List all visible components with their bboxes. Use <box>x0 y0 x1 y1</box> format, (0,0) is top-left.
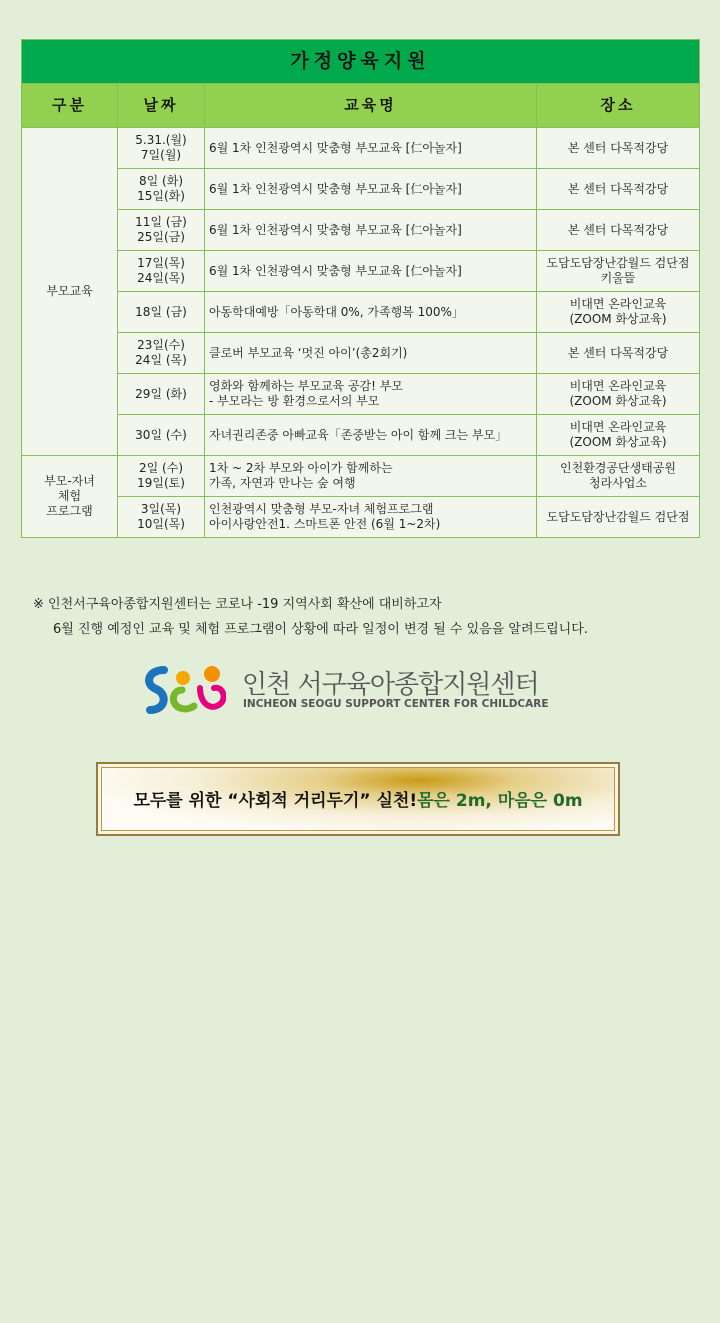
place-cell <box>537 497 700 538</box>
date-line: 11일 (금) <box>135 215 187 229</box>
place-line: 본 센터 다목적강당 <box>567 345 669 360</box>
date-cell <box>118 210 205 251</box>
date-line: 10일(목) <box>137 517 185 531</box>
logo-name-english: INCHEON SEOGU SUPPORT CENTER FOR CHILDCARE <box>243 698 549 710</box>
program-cell <box>205 415 537 456</box>
table-row <box>22 292 700 333</box>
place-cell <box>537 333 700 374</box>
notice-text <box>33 592 703 642</box>
place-line: (ZOOM 화상교육) <box>569 394 667 408</box>
date-line: 25일(금) <box>137 230 185 244</box>
program-line: 1차 ~ 2차 부모와 아이가 함께하는 <box>209 461 393 475</box>
notice-line-1: ※ 인천서구육아종합지원센터는 코로나 -19 지역사회 확산에 대비하고자 <box>33 597 442 612</box>
date-cell <box>118 333 205 374</box>
program-line: 6월 1차 인천광역시 맞춤형 부모교육 [仁아놀자] <box>209 140 462 155</box>
program-cell <box>205 251 537 292</box>
banner-text <box>98 786 618 811</box>
place-line: 비대면 온라인교육 <box>569 379 667 393</box>
category-label: 부모-자녀 <box>44 474 95 488</box>
date-cell <box>118 497 205 538</box>
program-line: 6월 1차 인천광역시 맞춤형 부모교육 [仁아놀자] <box>209 181 462 196</box>
header-category: 구분 <box>22 84 118 128</box>
banner-text-main: 모두를 위한 “사회적 거리두기” 실천! <box>133 791 418 811</box>
date-line: 24일 (목) <box>135 353 187 367</box>
banner-text-green: 몸은 2m, 마음은 0m <box>417 791 583 811</box>
category-label: 프로그램 <box>46 504 93 518</box>
date-cell <box>118 456 205 497</box>
date-cell <box>118 128 205 169</box>
date-line: 23일(수) <box>137 338 185 352</box>
place-cell <box>537 415 700 456</box>
program-line: 영화와 함께하는 부모교육 공감! 부모 <box>209 379 403 393</box>
place-line: (ZOOM 화상교육) <box>569 312 667 326</box>
place-line: 비대면 온라인교육 <box>569 420 667 434</box>
program-line: 자녀권리존중 아빠교육「존중받는 아이 함께 크는 부모」 <box>209 427 508 442</box>
table-row <box>22 251 700 292</box>
table-title: 가정양육지원 <box>22 40 700 84</box>
date-cell <box>118 251 205 292</box>
table-row <box>22 210 700 251</box>
table-row <box>22 456 700 497</box>
date-line: 30일 (수) <box>135 427 187 442</box>
social-distancing-banner <box>96 762 620 836</box>
program-cell <box>205 128 537 169</box>
header-date: 날짜 <box>118 84 205 128</box>
date-line: 15일(화) <box>137 189 185 203</box>
table-row <box>22 497 700 538</box>
program-line: 인천광역시 맞춤형 부모-자녀 체험프로그램 <box>209 502 434 516</box>
table-row <box>22 374 700 415</box>
program-cell <box>205 210 537 251</box>
program-line: 클로버 부모교육 ‘멋진 아이’(총2회기) <box>209 345 408 360</box>
category-label: 체험 <box>57 489 82 503</box>
program-cell <box>205 374 537 415</box>
table-row <box>22 128 700 169</box>
place-line: (ZOOM 화상교육) <box>569 435 667 449</box>
place-cell <box>537 456 700 497</box>
category-cell-parent-child-program <box>22 456 118 538</box>
logo-name-korean: 인천 서구육아종합지원센터 <box>242 670 539 700</box>
place-line: 본 센터 다목적강당 <box>567 181 669 196</box>
date-line: 18일 (금) <box>135 304 187 319</box>
program-line: 아이사랑안전1. 스마트폰 안전 (6월 1~2차) <box>209 517 441 531</box>
program-cell <box>205 497 537 538</box>
date-line: 24일(목) <box>137 271 185 285</box>
date-cell <box>118 374 205 415</box>
date-line: 8일 (화) <box>139 174 183 188</box>
place-cell <box>537 292 700 333</box>
place-line: 본 센터 다목적강당 <box>567 222 669 237</box>
program-line: 아동학대예방「아동학대 0%, 가족행복 100%」 <box>209 304 464 319</box>
category-label: 부모교육 <box>46 284 93 298</box>
header-program: 교육명 <box>205 84 537 128</box>
table-row <box>22 415 700 456</box>
program-cell <box>205 292 537 333</box>
date-line: 3일(목) <box>140 502 182 516</box>
place-line: 도담도담장난감월드 검단점 <box>546 509 690 524</box>
table-row <box>22 333 700 374</box>
place-cell <box>537 210 700 251</box>
program-line: 6월 1차 인천광역시 맞춤형 부모교육 [仁아놀자] <box>209 263 462 278</box>
table-row <box>22 169 700 210</box>
schedule-table <box>21 39 700 538</box>
program-cell <box>205 456 537 497</box>
category-cell-parent-education <box>22 128 118 456</box>
place-cell <box>537 169 700 210</box>
program-line: 6월 1차 인천광역시 맞춤형 부모교육 [仁아놀자] <box>209 222 462 237</box>
date-cell <box>118 169 205 210</box>
center-logo <box>142 660 549 720</box>
date-line: 2일 (수) <box>139 461 183 475</box>
place-line: 비대면 온라인교육 <box>569 297 667 311</box>
place-line: 청라사업소 <box>589 476 647 490</box>
date-line: 7일(월) <box>140 148 182 162</box>
place-line: 인천환경공단생태공원 <box>560 461 676 475</box>
date-line: 29일 (화) <box>135 386 187 401</box>
header-place: 장소 <box>537 84 700 128</box>
place-line: 본 센터 다목적강당 <box>567 140 669 155</box>
notice-line-2: 6월 진행 예정인 교육 및 체험 프로그램이 상황에 따라 일정이 변경 될 수 있음을 알려드립니다. <box>53 622 588 637</box>
place-cell <box>537 251 700 292</box>
place-cell <box>537 128 700 169</box>
program-line: 가족, 자연과 만나는 숲 여행 <box>209 476 356 490</box>
place-cell <box>537 374 700 415</box>
date-line: 17일(목) <box>137 256 185 270</box>
place-line: 키울뜰 <box>600 271 636 285</box>
date-line: 19일(토) <box>137 476 185 490</box>
place-line: 도담도담장난감월드 검단점 <box>546 256 690 270</box>
program-line: - 부모라는 방 환경으로서의 부모 <box>209 394 380 408</box>
seo-gu-logo-icon <box>142 662 226 718</box>
program-cell <box>205 333 537 374</box>
program-cell <box>205 169 537 210</box>
date-line: 5.31.(월) <box>135 133 187 147</box>
date-cell <box>118 415 205 456</box>
date-cell <box>118 292 205 333</box>
